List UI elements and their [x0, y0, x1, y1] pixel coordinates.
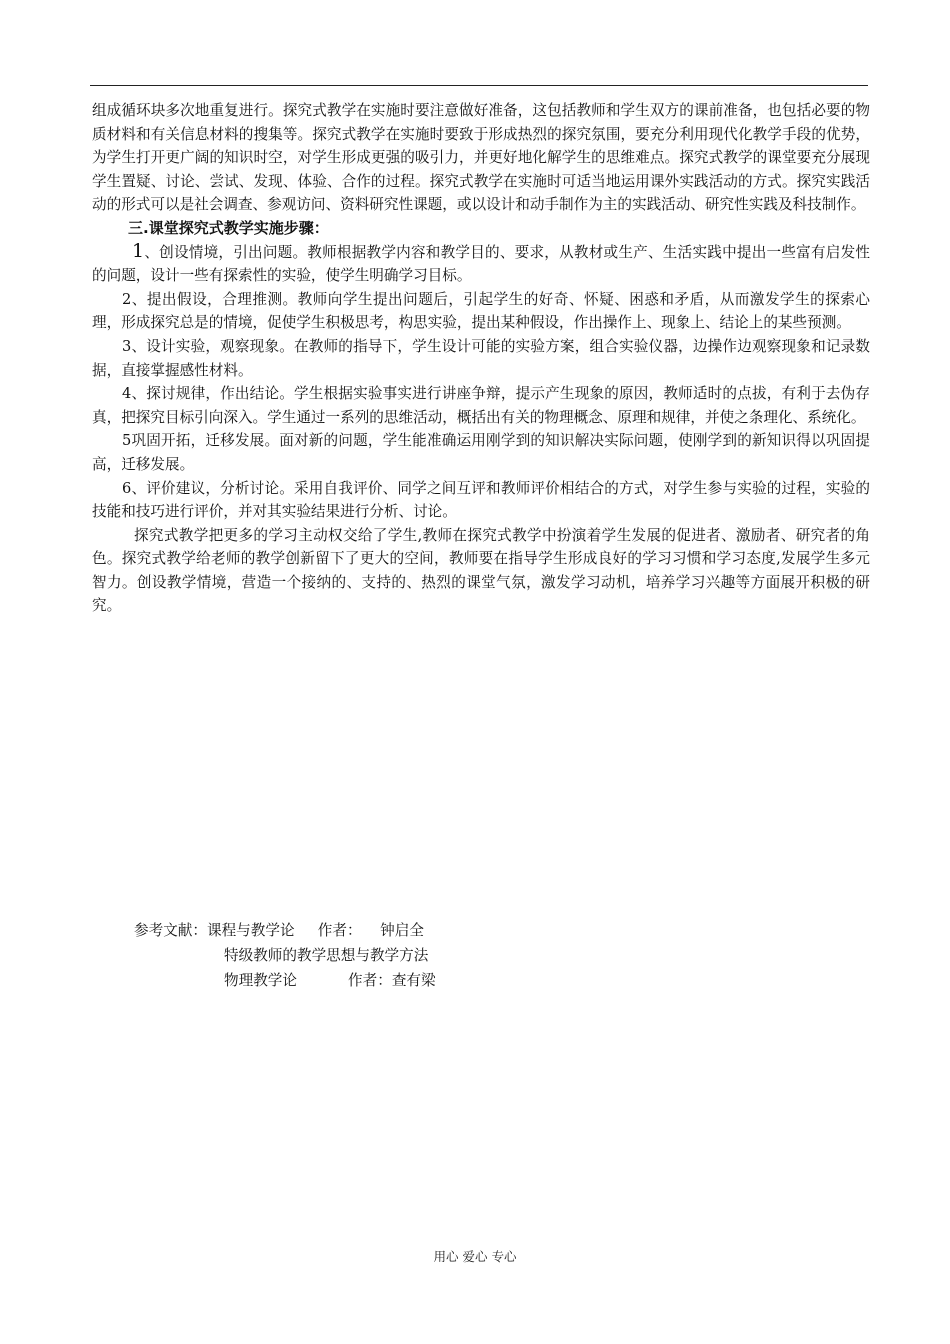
step-number: 6 [122, 479, 132, 497]
header-rule [90, 85, 868, 86]
reference-title: 物理教学论 [224, 972, 297, 989]
step-3 [92, 335, 870, 382]
step-4 [92, 382, 870, 429]
reference-author-label: 作者： [348, 972, 392, 989]
reference-author: 钟启全 [380, 922, 424, 939]
step-text: 、探讨规律，作出结论。学生根据实验事实进行讲座争辩，提示产生现象的原因，教师适时的点拔，有利于去伪存真，把探究目标引向深入。学生通过一系列的思维活动，概括出有关的物理概念、原理和规律，并使之条理化、系统化。 [92, 385, 870, 426]
step-text: 、提出假设，合理推测。教师向学生提出问题后，引起学生的好奇、怀疑、困惑和矛盾，从而激发学生的探索心理，形成探究总是的情境，促使学生积极思考，构思实验，提出某种假设，作出操作上、现象上、结论上的某些预测。 [92, 290, 870, 332]
step-number: 2 [122, 290, 132, 308]
reference-item [134, 968, 634, 993]
reference-author-label: 作者： [317, 922, 362, 939]
intro-paragraph: 组成循环块多次地重复进行。探究式教学在实施时要注意做好准备，这包括教师和学生双方的课前准备，也包括必要的物质材料和有关信息材料的搜集等。探究式教学在实施时要致于形成热烈的探究氛围，要充分利用现代化教学手段的优势，为学生打开更广阔的知识时空，对学生形成更强的吸引力，并更好地化解学生的思维难点。探究式教学的课堂要充分展现学生置疑、讨论、尝试、发现、体验、合作的过程。探究式教学在实施时可适当地运用课外实践活动的方式。探究实践活动的形式可以是社会调查、参观访问、资料研究性课题，或以设计和动手制作为主的实践活动、研究性实践及科技制作。 [92, 102, 870, 214]
body-text [92, 99, 870, 618]
step-number: 4 [122, 385, 132, 403]
step-text: 、设计实验，观察现象。在教师的指导下，学生设计可能的实验方案，组合实验仪器，边操作边观察现象和记录数据，直接掌握感性材料。 [92, 337, 870, 379]
step-1 [92, 241, 870, 288]
step-number: 1 [132, 239, 145, 262]
reference-item [134, 918, 634, 943]
step-text: 巩固开拓，迁移发展。面对新的问题，学生能准确运用刚学到的知识解决实际问题，使刚学到的新知识得以巩固提高，迁移发展。 [92, 432, 870, 473]
step-5 [92, 429, 870, 476]
page-footer: 用心 爱心 专心 [433, 1249, 517, 1264]
references-label: 参考文献： [134, 922, 207, 939]
step-2 [92, 288, 870, 335]
step-number: 3 [122, 337, 132, 355]
reference-author: 查有梁 [391, 972, 436, 989]
step-text: 、评价建议，分析讨论。采用自我评价、同学之间互评和教师评价相结合的方式，对学生参与实验的过程，实验的技能和技巧进行评价，并对其实验结果进行分析、讨论。 [92, 479, 870, 521]
closing-paragraph: 探究式教学把更多的学习主动权交给了学生,教师在探究式教学中扮演着学生发展的促进者、激励者、研究者的角色。探究式教学给老师的教学创新留下了更大的空间，教师要在指导学生形成良好的学习习惯和学习态度,发展学生多元智力。创设教学情境，营造一个接纳的、支持的、热烈的课堂气氛，激发学习动机，培养学习兴趣等方面展开积极的研究。 [92, 526, 870, 615]
reference-title: 特级教师的教学思想与教学方法 [224, 947, 429, 964]
step-6 [92, 477, 870, 524]
reference-title: 课程与教学论 [206, 922, 295, 939]
reference-item [134, 943, 634, 968]
references [134, 918, 634, 993]
step-number: 5 [122, 432, 132, 450]
step-text: 、创设情境，引出问题。教师根据教学内容和教学目的、要求，从教材或生产、生活实践中提出一些富有启发性的问题，设计一些有探索性的实验，使学生明确学习目标。 [92, 243, 870, 285]
section-heading: 三.课堂探究式教学实施步骤： [128, 218, 329, 237]
